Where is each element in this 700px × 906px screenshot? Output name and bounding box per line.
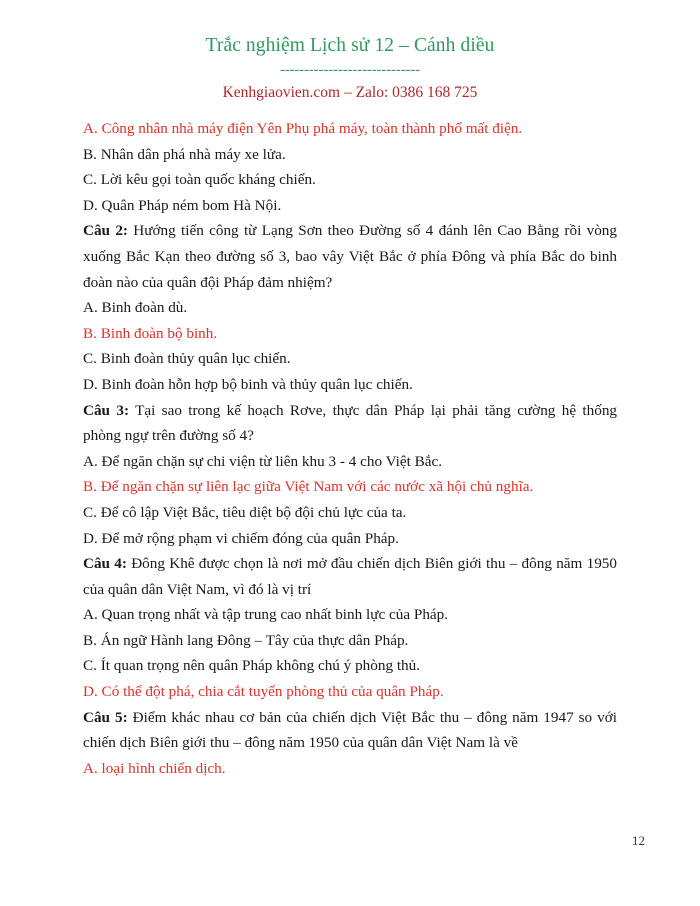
question-text: Hướng tiến công từ Lạng Sơn theo Đường số 4 đánh lên Cao Bằng rồi vòng xuống Bắc Kạn theo đường số 3, bao vây Việt Bắc ở phía Đông và phía Bắc do binh đoàn nào của quân đội Pháp đảm nhiệm? [83, 222, 617, 291]
header-divider: ----------------------------- [279, 62, 421, 78]
answer-option: D. Quân Pháp ném bom Hà Nội. [83, 196, 282, 214]
quiz-content [83, 103, 617, 781]
answer-option: B. Án ngữ Hành lang Đông – Tây của thực dân Pháp. [83, 631, 409, 649]
answer-option: D. Để mở rộng phạm vi chiếm đóng của quân Pháp. [83, 529, 399, 547]
answer-option: C. Lời kêu gọi toàn quốc kháng chiến. [83, 171, 316, 189]
answer-option: B. Nhân dân phá nhà máy xe lửa. [83, 145, 286, 163]
question-paragraph [83, 398, 617, 449]
question-label: Câu 3: [83, 401, 130, 419]
question-text: Tại sao trong kế hoạch Rơve, thực dân Pháp lại phải tăng cường hệ thống phòng ngự trên đường số 4? [83, 401, 618, 445]
page-title: Trắc nghiệm Lịch sử 12 – Cánh diều [205, 35, 495, 56]
answer-option: C. Ít quan trọng nên quân Pháp không chú ý phòng thủ. [83, 657, 421, 675]
answer-option-correct: D. Có thể đột phá, chia cắt tuyến phòng thủ của quân Pháp. [83, 683, 444, 701]
answer-option-correct: B. Binh đoàn bộ binh. [83, 324, 218, 342]
answer-option: D. Binh đoàn hỗn hợp bộ binh và thủy quân lục chiến. [83, 375, 413, 393]
question-label: Câu 2: [83, 222, 128, 240]
document-header [0, 0, 700, 103]
answer-option: C. Để cô lập Việt Bắc, tiêu diệt bộ đội chủ lực của ta. [83, 503, 407, 521]
question-label: Câu 4: [83, 555, 127, 573]
answer-option: A. Để ngăn chặn sự chi viện từ liên khu 3 - 4 cho Việt Bắc. [83, 452, 443, 470]
question-text: Đông Khê được chọn là nơi mở đầu chiến dịch Biên giới thu – đông năm 1950 của quân dân Việt Nam, vì đó là vị trí [83, 555, 617, 598]
answer-option-correct: A. Công nhân nhà máy điện Yên Phụ phá máy, toàn thành phố mất điện. [83, 120, 523, 137]
question-paragraph [83, 218, 617, 295]
answer-option: C. Binh đoàn thủy quân lục chiến. [83, 350, 291, 368]
answer-option: A. Quan trọng nhất và tập trung cao nhất binh lực của Pháp. [83, 606, 449, 624]
page-number: 12 [632, 833, 645, 848]
answer-option-correct: B. Để ngăn chặn sự liên lạc giữa Việt Nam với các nước xã hội chủ nghĩa. [83, 478, 534, 496]
question-label: Câu 5: [83, 708, 128, 726]
question-text: Điểm khác nhau cơ bản của chiến dịch Việt Bắc thu – đông năm 1947 so với chiến dịch Biên giới thu – đông năm 1950 của quân dân Việt Nam là về [83, 708, 617, 752]
question-paragraph [83, 705, 617, 756]
question-paragraph [83, 551, 617, 602]
answer-option-correct: A. loại hình chiến dịch. [83, 759, 226, 777]
answer-option: A. Binh đoàn dù. [83, 299, 188, 317]
header-contact-line: Kenhgiaovien.com – Zalo: 0386 168 725 [222, 84, 478, 101]
